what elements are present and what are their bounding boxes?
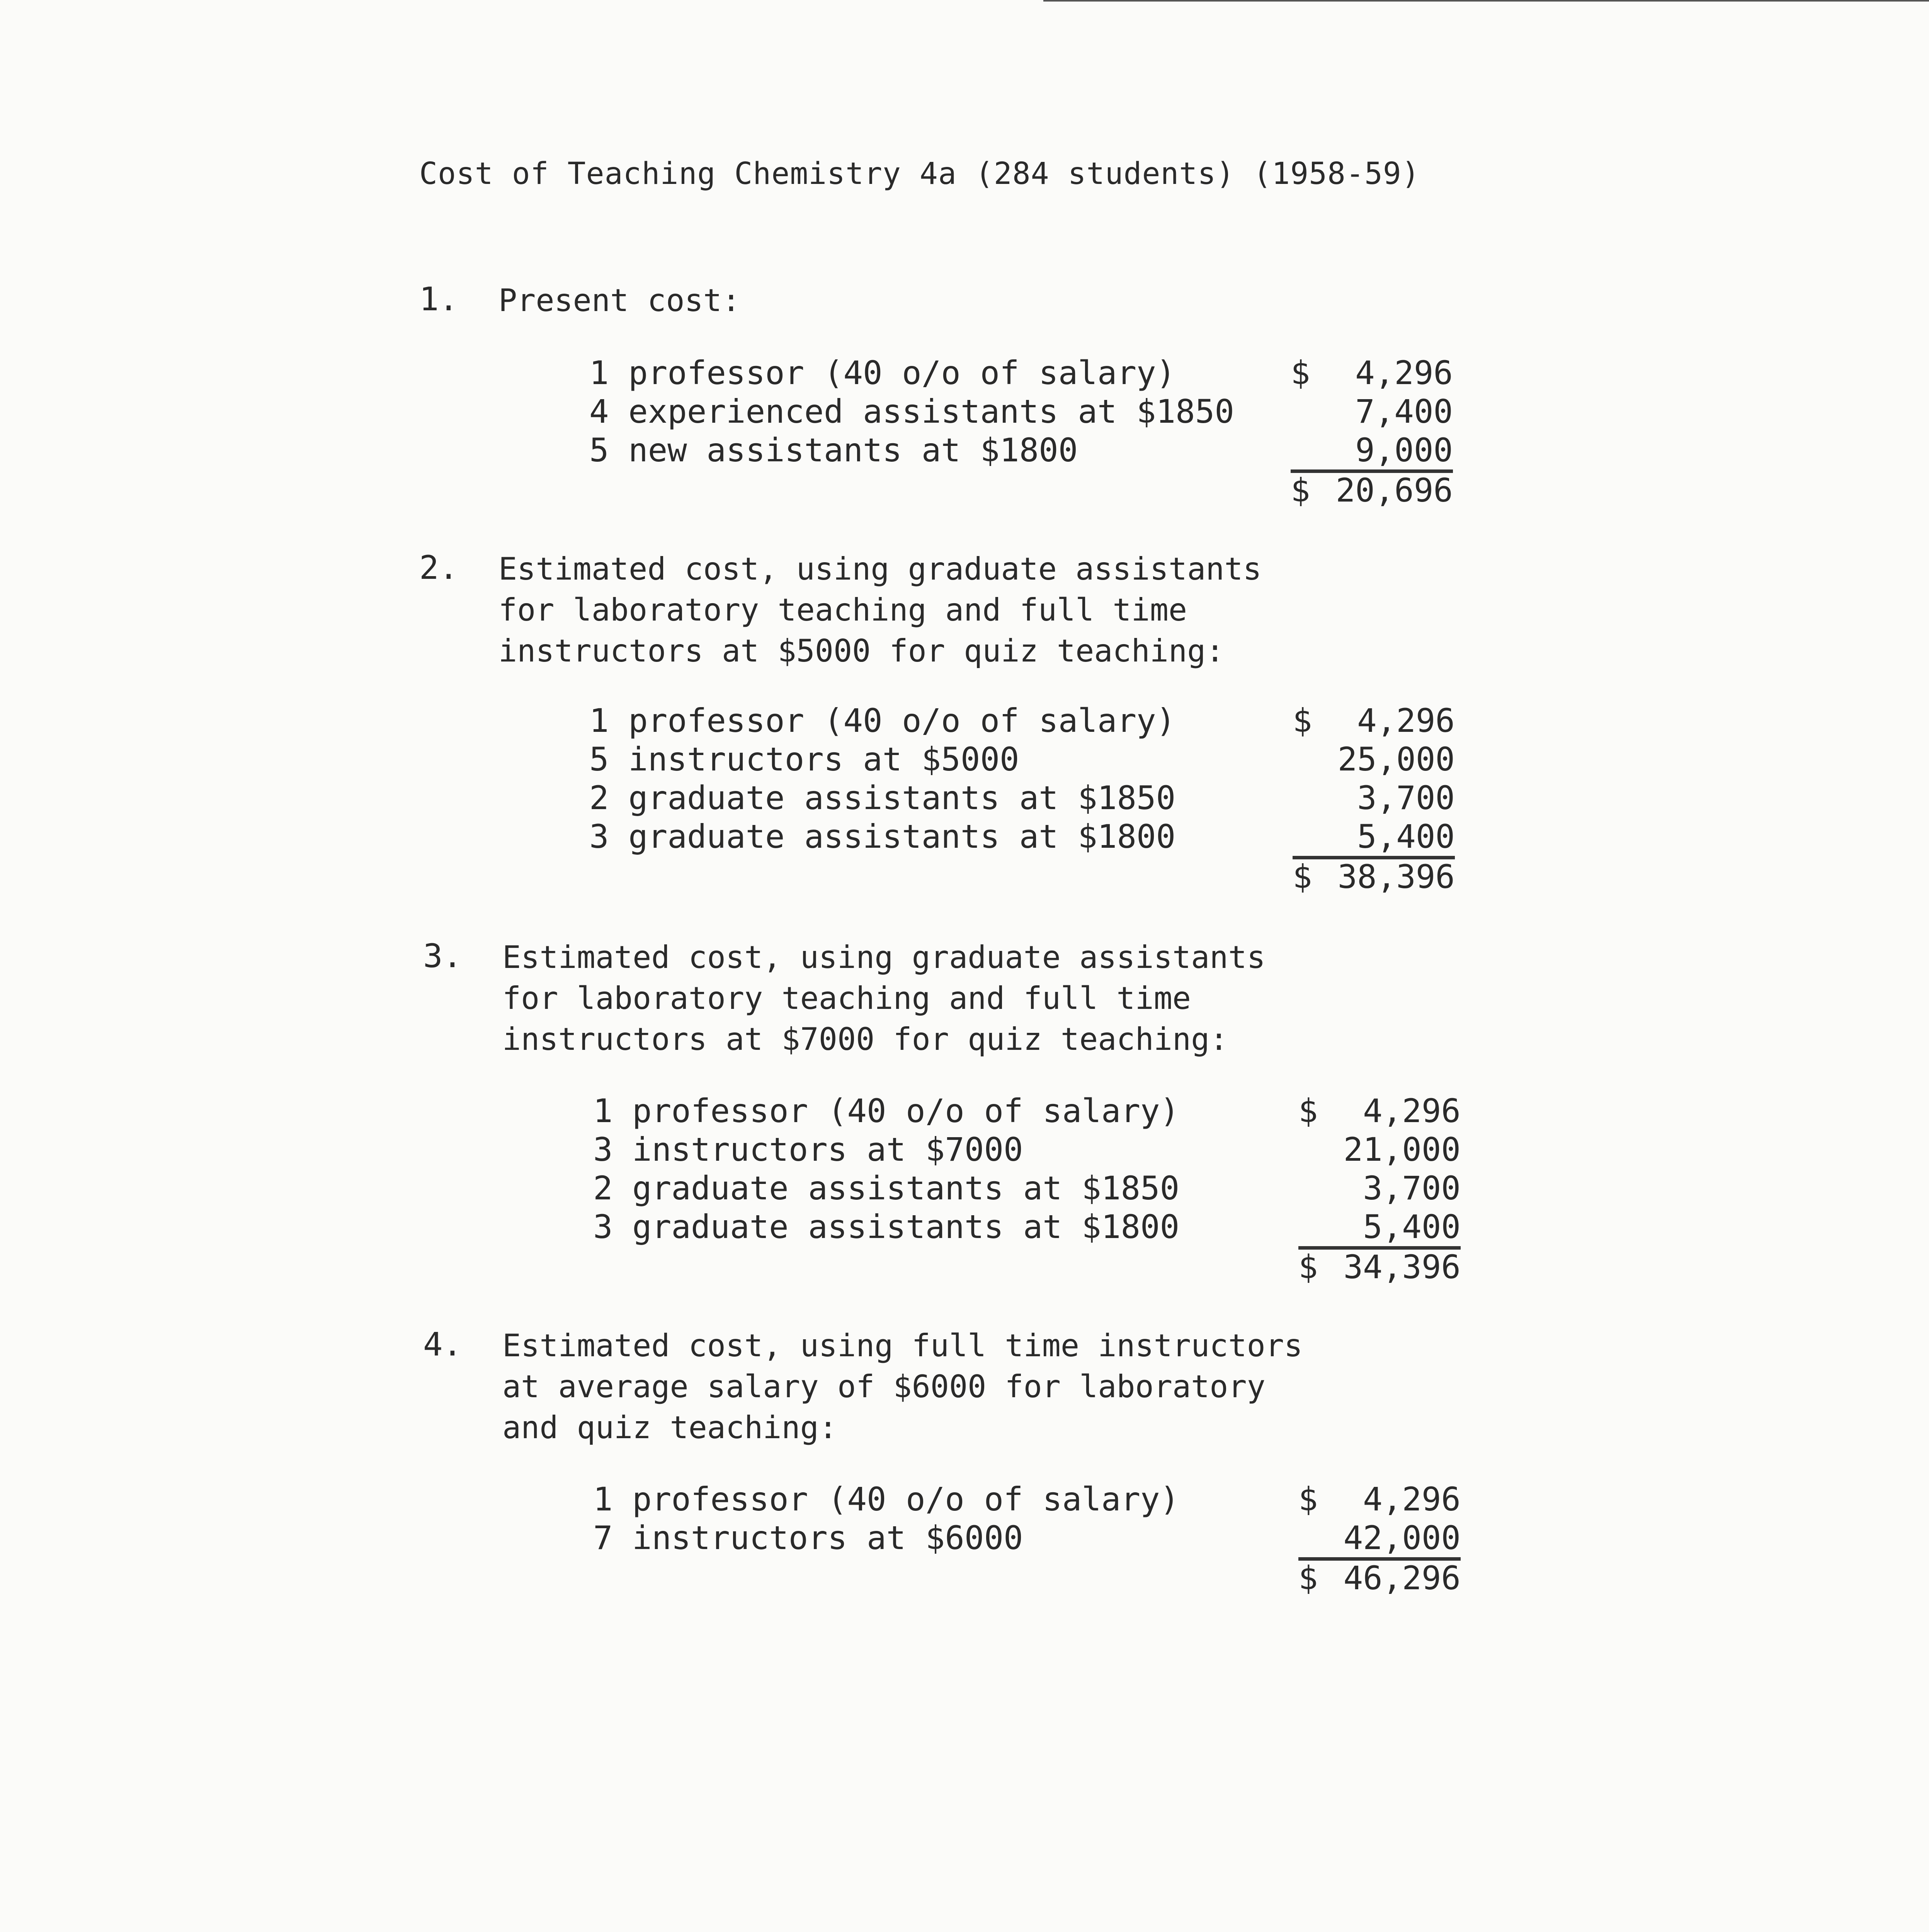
amount-row	[1293, 779, 1455, 817]
heading-line: and quiz teaching:	[502, 1410, 837, 1446]
section-heading	[502, 1325, 1303, 1448]
heading-line: at average salary of $6000 for laboratory	[502, 1369, 1266, 1405]
amount-row	[1298, 1092, 1461, 1130]
item-list	[589, 354, 1234, 469]
dollar-sign: $	[1293, 858, 1312, 896]
heading-line: Estimated cost, using graduate assistants	[498, 551, 1262, 587]
amount-row	[1298, 1519, 1461, 1560]
amount-total	[1298, 1560, 1461, 1595]
list-item: 2 graduate assistants at $1850	[589, 779, 1176, 817]
total-value: 46,296	[1343, 1559, 1461, 1597]
amount-value: 3,700	[1363, 1169, 1461, 1207]
dollar-sign: $	[1298, 1480, 1318, 1518]
section-heading	[502, 937, 1266, 1060]
dollar-sign: $	[1298, 1559, 1318, 1597]
amount-value: 4,296	[1355, 354, 1453, 392]
dollar-sign: $	[1291, 471, 1310, 509]
heading-line: instructors at $5000 for quiz teaching:	[498, 633, 1225, 669]
section-number: 1.	[419, 280, 459, 318]
list-item: 1 professor (40 o/o of salary)	[593, 1480, 1180, 1518]
heading-line: for laboratory teaching and full time	[502, 980, 1191, 1016]
amount-column	[1291, 354, 1453, 508]
amount-value: 4,296	[1363, 1092, 1461, 1130]
amount-row	[1298, 1169, 1461, 1208]
amount-row	[1298, 1480, 1461, 1519]
dollar-sign: $	[1291, 354, 1310, 392]
item-list	[589, 701, 1175, 856]
amount-value: 3,700	[1357, 779, 1455, 817]
section-number: 4.	[423, 1325, 463, 1363]
amount-value: 5,400	[1363, 1208, 1461, 1246]
amount-row	[1291, 354, 1453, 392]
heading-line: instructors at $7000 for quiz teaching:	[502, 1021, 1228, 1057]
section-number: 2.	[419, 549, 459, 587]
amount-total	[1291, 472, 1453, 508]
dollar-sign: $	[1298, 1248, 1318, 1286]
amount-value: 4,296	[1363, 1480, 1461, 1518]
list-item: 7 instructors at $6000	[593, 1519, 1023, 1557]
heading-line: for laboratory teaching and full time	[498, 592, 1187, 628]
top-edge-rule	[1043, 0, 1929, 2]
page-title: Cost of Teaching Chemistry 4a (284 students) (1958-59)	[419, 156, 1420, 191]
amount-total	[1298, 1248, 1461, 1284]
total-value: 38,396	[1337, 858, 1455, 896]
section-heading	[498, 549, 1262, 672]
amount-column	[1298, 1092, 1461, 1284]
amount-value: 42,000	[1343, 1519, 1461, 1557]
section-heading	[498, 280, 740, 321]
list-item: 1 professor (40 o/o of salary)	[589, 702, 1176, 740]
section-number: 3.	[423, 937, 463, 975]
item-list	[593, 1092, 1179, 1246]
list-item: 4 experienced assistants at $1850	[589, 393, 1234, 430]
dollar-sign: $	[1293, 702, 1312, 740]
item-list	[593, 1480, 1179, 1557]
amount-total	[1293, 858, 1455, 894]
amount-value: 21,000	[1343, 1131, 1461, 1168]
list-item: 5 new assistants at $1800	[589, 431, 1078, 469]
dollar-sign: $	[1298, 1092, 1318, 1130]
amount-value: 25,000	[1337, 740, 1455, 778]
heading-line: Estimated cost, using full time instructors	[502, 1328, 1303, 1364]
amount-column	[1293, 701, 1455, 894]
heading-line: Present cost:	[498, 282, 741, 318]
amount-value: 4,296	[1357, 702, 1455, 740]
list-item: 5 instructors at $5000	[589, 740, 1019, 778]
amount-row	[1293, 740, 1455, 779]
list-item: 2 graduate assistants at $1850	[593, 1169, 1180, 1207]
total-value: 34,396	[1343, 1248, 1461, 1286]
list-item: 3 graduate assistants at $1800	[589, 818, 1176, 855]
amount-column	[1298, 1480, 1461, 1595]
amount-row	[1291, 392, 1453, 431]
amount-row	[1298, 1208, 1461, 1248]
amount-value: 9,000	[1355, 431, 1453, 469]
amount-value: 7,400	[1355, 393, 1453, 430]
amount-row	[1293, 701, 1455, 740]
amount-row	[1291, 431, 1453, 472]
amount-row	[1293, 817, 1455, 858]
list-item: 3 graduate assistants at $1800	[593, 1208, 1180, 1246]
list-item: 3 instructors at $7000	[593, 1131, 1023, 1168]
list-item: 1 professor (40 o/o of salary)	[589, 354, 1176, 392]
total-value: 20,696	[1335, 471, 1453, 509]
amount-value: 5,400	[1357, 818, 1455, 855]
list-item: 1 professor (40 o/o of salary)	[593, 1092, 1180, 1130]
heading-line: Estimated cost, using graduate assistants	[502, 939, 1266, 975]
amount-row	[1298, 1130, 1461, 1169]
